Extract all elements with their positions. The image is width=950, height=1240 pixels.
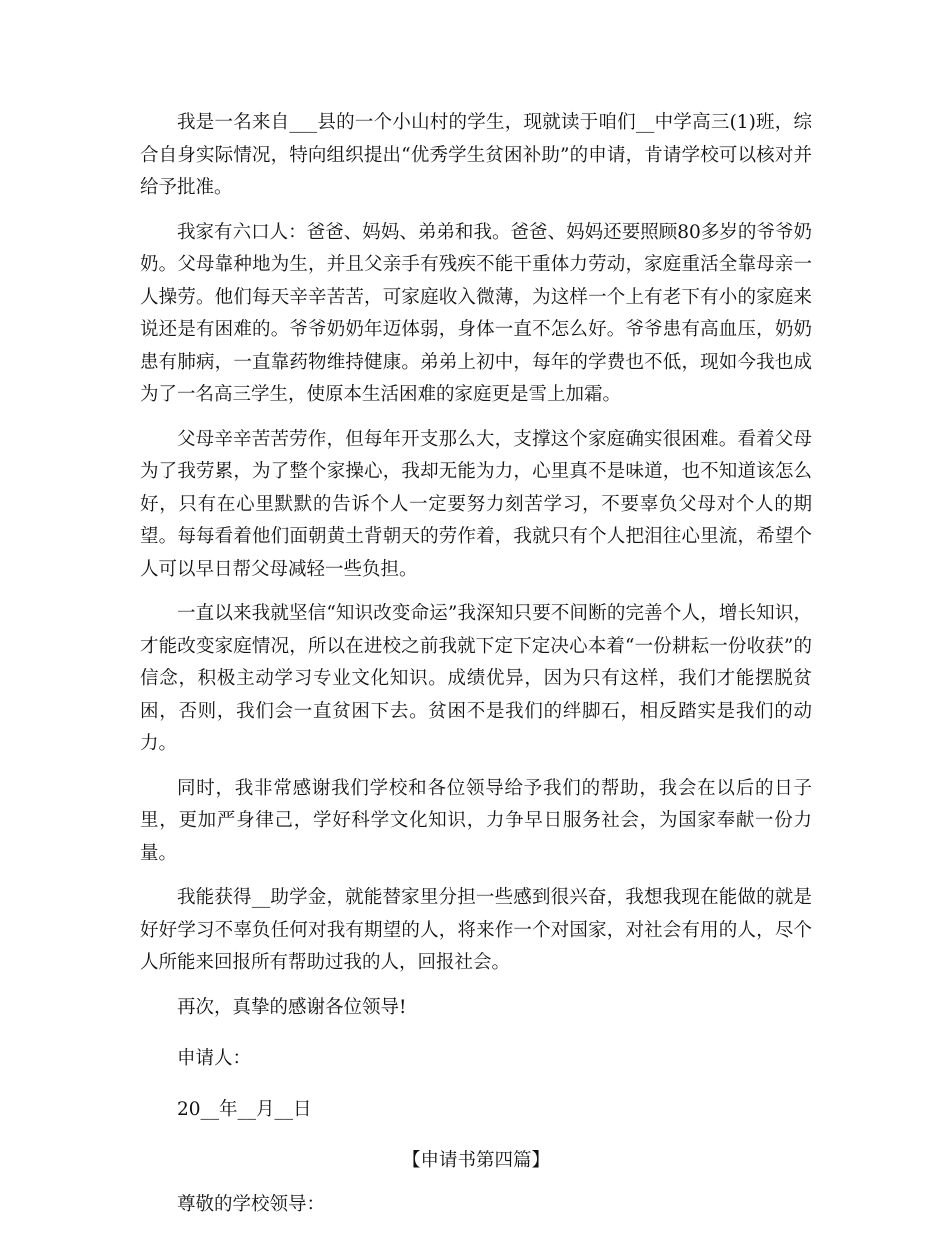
paragraph-belief: 一直以来我就坚信“知识改变命运”我深知只要不间断的完善个人，增长知识，才能改变家庭情况，所以在进校之前我就下定下定决心本着“一份耕耘一份收获”的信念，积极主动学习专业文化知识。成绩优异，因为只有这样，我们才能摆脱贫困，否则，我们会一直贫困下去。贫困不是我们的绊脚石，相反踏实是我们的动力。 — [140, 603, 812, 754]
document-body — [140, 107, 812, 1240]
paragraph-scholarship: 我能获得__助学金，就能替家里分担一些感到很兴奋，我想我现在能做的就是好好学习不辜负任何对我有期望的人，将来作一个对国家，对社会有用的人，尽个人所能来回报所有帮助过我的人，回报社会。 — [140, 887, 812, 973]
paragraph-parents: 父母辛辛苦苦劳作，但每年开支那么大，支撑这个家庭确实很困难。看着父母为了我劳累，为了整个家操心，我却无能为力，心里真不是味道，也不知道该怎么好，只有在心里默默的告诉个人一定要努力刻苦学习，不要辜负父母对个人的期望。每每看着他们面朝黄土背朝天的劳作着，我就只有个人把泪往心里流，希望个人可以早日帮父母减轻一些负担。 — [140, 428, 812, 580]
salutation-line: 尊敬的学校领导： — [177, 1193, 326, 1215]
date-line: 20__年__月__日 — [177, 1098, 312, 1120]
paragraph-gratitude: 同时，我非常感谢我们学校和各位领导给予我们的帮助，我会在以后的日子里，更加严身律己，学好科学文化知识，力争早日服务社会，为国家奉献一份力量。 — [140, 777, 812, 864]
thanks-line: 再次，真挚的感谢各位领导! — [177, 996, 407, 1018]
section-heading: 【申请书第四篇】 — [401, 1149, 550, 1171]
paragraph-family: 我家有六口人：爸爸、妈妈、弟弟和我。爸爸、妈妈还要照顾80多岁的爷爷奶奶。父母靠种地为生，并且父亲手有残疾不能干重体力劳动，家庭重活全靠母亲一人操劳。他们每天辛辛苦苦，可家庭收入微薄，为这样一个上有老下有小的家庭来说还是有困难的。爷爷奶奶年迈体弱，身体一直不怎么好。爷爷患有高血压，奶奶患有肺病，一直靠药物维持健康。弟弟上初中，每年的学费也不低，现如今我也成为了一名高三学生，使原本生活困难的家庭更是雪上加霜。 — [140, 221, 812, 405]
paragraph-intro: 我是一名来自___县的一个小山村的学生，现就读于咱们__中学高三(1)班，综合自身实际情况，特向组织提出“优秀学生贫困补助”的申请，肯请学校可以核对并给予批准。 — [140, 112, 812, 198]
applicant-line: 申请人： — [177, 1047, 252, 1069]
